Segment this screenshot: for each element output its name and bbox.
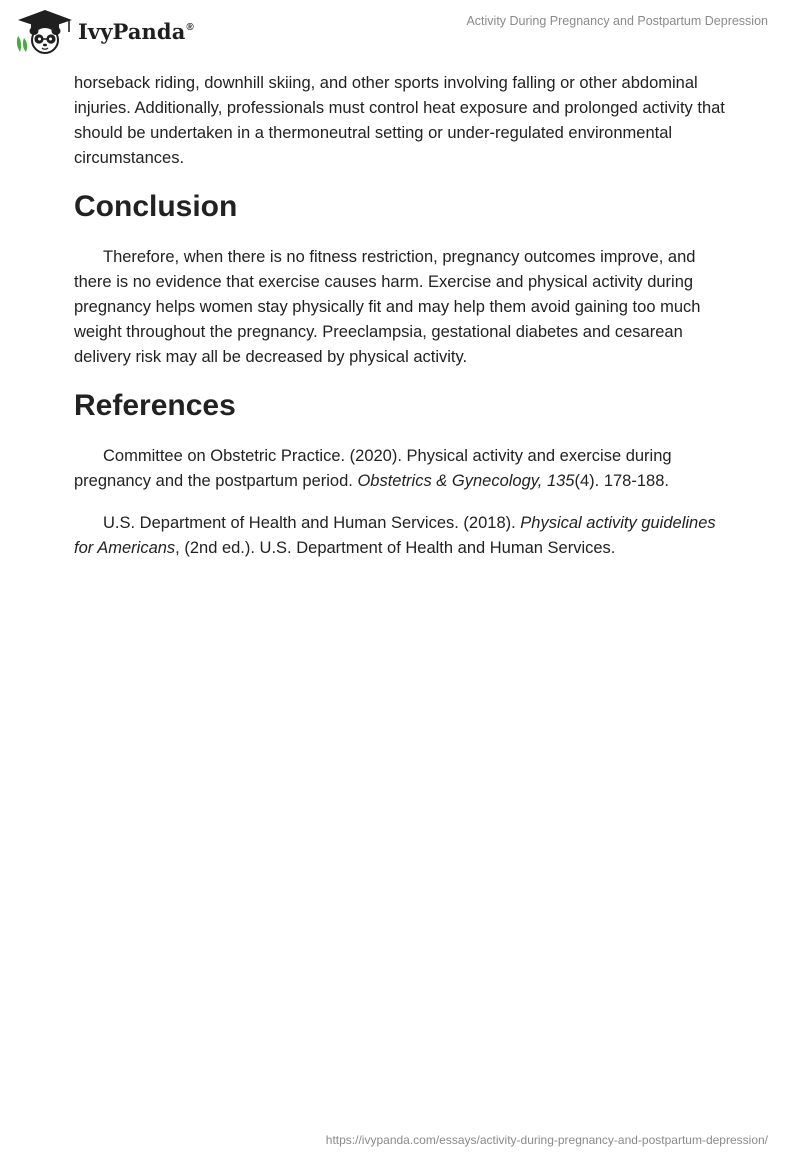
panda-graduate-icon bbox=[14, 8, 76, 54]
document-title: Activity During Pregnancy and Postpartum Depression bbox=[466, 14, 768, 28]
body-paragraph: horseback riding, downhill skiing, and other sports involving falling or other abdominal injuries. Additionally, professionals must control heat exposure and prolonged activity that should be undertaken in a thermoneutral setting or under-regulated environmental circumstances. bbox=[74, 74, 725, 167]
logo-wordmark: IvyPanda® bbox=[78, 18, 194, 44]
reference-item: U.S. Department of Health and Human Services. (2018). Physical activity guidelines for Americans, (2nd ed.). U.S. Department of Health and Human Services. bbox=[74, 514, 716, 557]
references-heading: References bbox=[74, 389, 236, 422]
conclusion-paragraph: Therefore, when there is no fitness restriction, pregnancy outcomes improve, and there is no evidence that exercise causes harm. Exercise and physical activity during pregnancy helps women stay physically fit and may help them avoid gaining too much weight throughout the pregnancy. Preeclampsia, gestational diabetes and cesarean delivery risk may all be decreased by physical activity. bbox=[74, 248, 701, 366]
source-url[interactable]: https://ivypanda.com/essays/activity-during-pregnancy-and-postpartum-depression/ bbox=[325, 1133, 768, 1147]
ivypanda-logo[interactable] bbox=[14, 8, 194, 54]
essay-content bbox=[74, 71, 730, 561]
reference-item: Committee on Obstetric Practice. (2020). Physical activity and exercise during pregnancy and the postpartum period. Obstetrics & Gynecology, 135(4). 178-188. bbox=[74, 447, 672, 490]
conclusion-heading: Conclusion bbox=[74, 190, 238, 223]
